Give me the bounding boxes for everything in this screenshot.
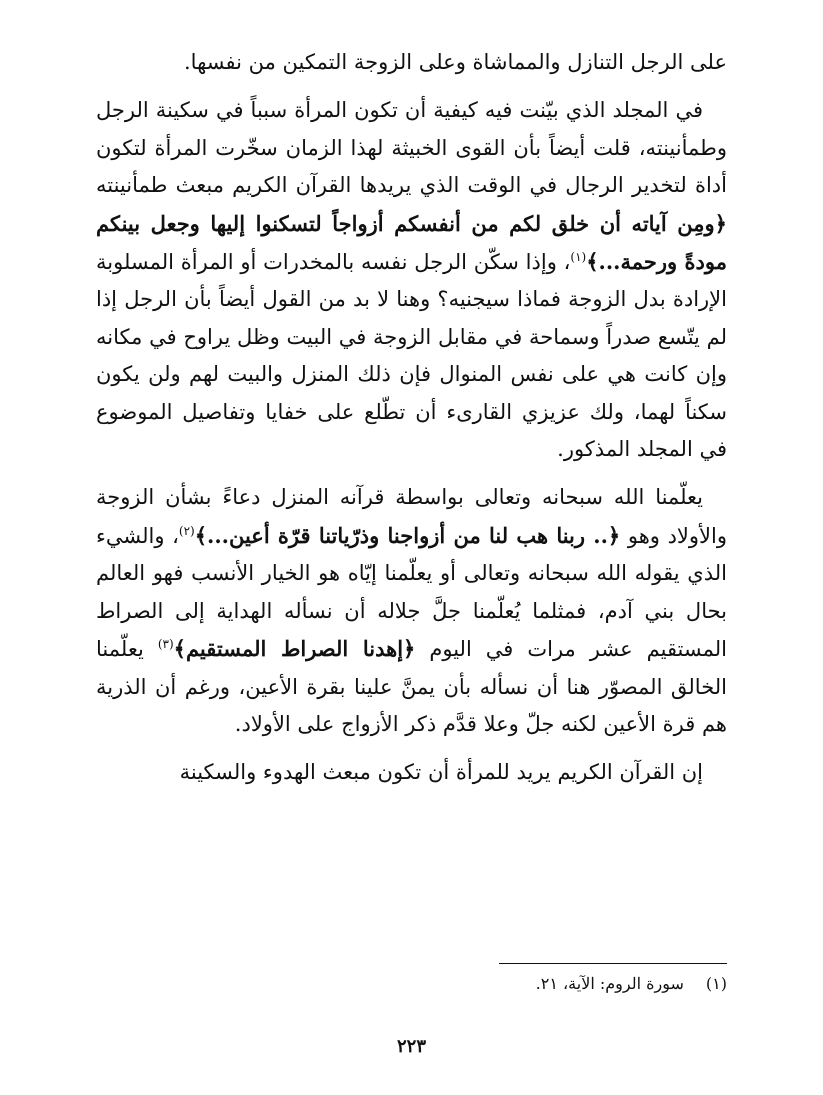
paragraph xyxy=(96,92,727,468)
footnote-number: (١) xyxy=(705,974,727,993)
page-number: ٢٢٣ xyxy=(396,1036,426,1057)
paragraph-text: على الرجل التنازل والمماشاة وعلى الزوجة التمكين من نفسها. xyxy=(184,50,727,74)
quran-verse: ﴿ومِن آياته أن خلق لكم من أنفسكم أزواجاً لتسكنوا إليها وجعل بينكم مودةً ورحمة...﴾ xyxy=(96,210,727,275)
quran-verse: ﴿إهدنا الصراط المستقيم﴾ xyxy=(173,636,416,662)
paragraph-text: ، وإذا سكّن الرجل نفسه بالمخدرات أو المرأة المسلوبة الإرادة بدل الزوجة فماذا سيجنيه؟ وهنا لا بد من القول أيضاً بأن الرجل إذا لم يتّسع صدراً وسماحة في مقابل الزوجة في البيت وظل يراوح في مكانه وإن كانت هي على نفس المنوال فإن ذلك المنزل والبيت لهم ولن يكون سكناً لهما، ولك عزيزي القارىء أن تطّلع على خفايا وتفاصيل الموضوع في المجلد المذكور. xyxy=(96,250,727,462)
footnote xyxy=(107,970,727,998)
paragraph-text: يعلّمنا الله سبحانه وتعالى بواسطة قرآنه المنزل دعاءً بشأن الزوجة والأولاد وهو xyxy=(96,485,727,548)
paragraph-text: إن القرآن الكريم يريد للمرأة أن تكون مبعث الهدوء والسكينة xyxy=(179,760,703,785)
footnote-divider xyxy=(499,963,727,964)
paragraph xyxy=(96,754,727,791)
footnote-marker: (١) xyxy=(570,250,587,265)
body-text xyxy=(96,44,727,792)
paragraph-text: في المجلد الذي بيّنت فيه كيفية أن تكون المرأة سبباً في سكينة الرجل وطمأنينته، قلت أيضاً بأن القوى الخبيثة لهذا الزمان سخّرت المرأة لتكون أداة لتخدير الرجال في الوقت الذي يريدها القرآن الكريم مبعث طمأنينته xyxy=(96,98,727,198)
footnote-marker: (٢) xyxy=(178,523,195,538)
paragraph-text: ، والشيء الذي يقوله الله سبحانه وتعالى أو يعلّمنا إيّاه هو الخيار الأنسب فهو العالم بحال بني آدم، فمثلما يُعلّمنا جلَّ جلاله أن نسأله الهداية إلى الصراط المستقيم عشر مرات في اليوم xyxy=(96,523,728,662)
quran-verse: ﴿.. ربنا هب لنا من أزواجنا وذرّياتنا قرّة أعين...﴾ xyxy=(194,522,621,548)
footnote-marker: (٣) xyxy=(157,637,174,652)
paragraph-text: يعلّمنا الخالق المصوّر هنا أن نسأله بأن يمنَّ علينا بقرة الأعين، ورغم أن الذرية هم قرة الأعين لكنه جلّ وعلا قدَّم ذكر الأزواج على الأولاد. xyxy=(96,637,727,736)
paragraph xyxy=(96,44,727,81)
paragraph xyxy=(96,479,727,743)
footnote-text: سورة الروم: الآية، ٢١. xyxy=(535,974,684,993)
